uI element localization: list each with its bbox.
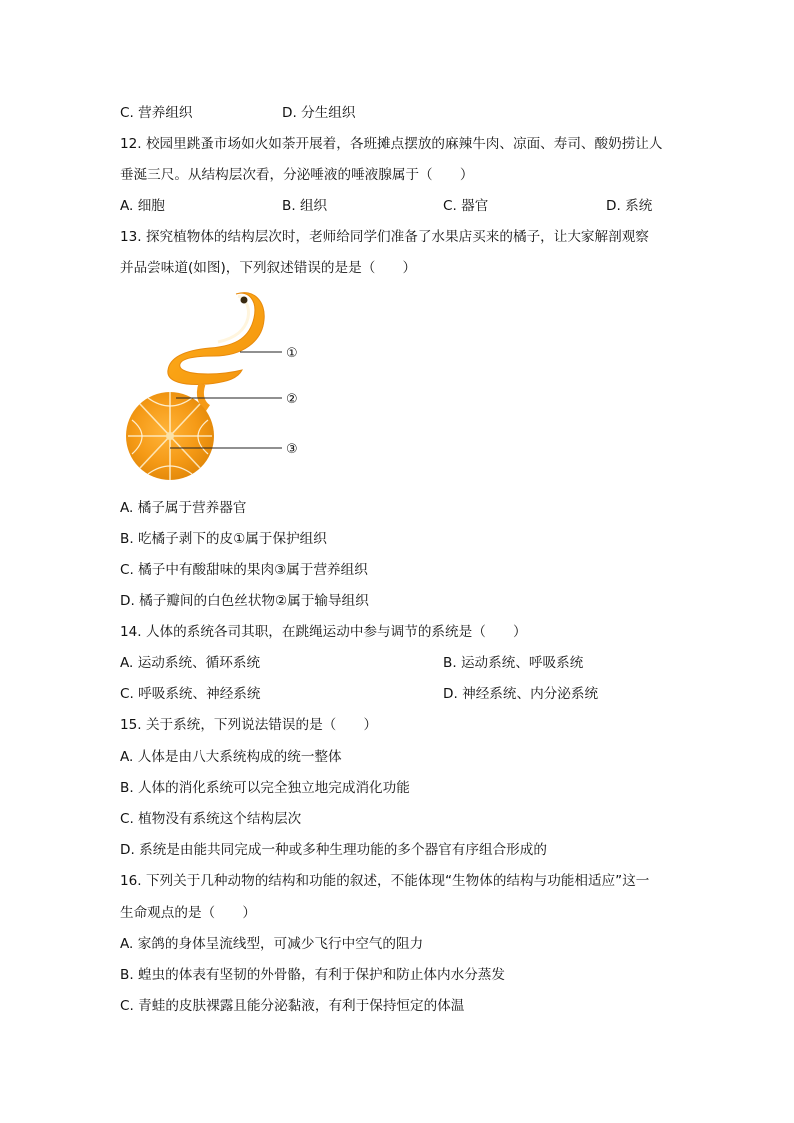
q13-option-c: C. 橘子中有酸甜味的果肉③属于营养组织	[120, 562, 368, 578]
q14-option-b: B. 运动系统、呼吸系统	[443, 655, 584, 671]
callout-label-1: ①	[286, 346, 298, 361]
q16-stem-line2: 生命观点的是（ ）	[120, 905, 256, 921]
q12-stem-line1: 12. 校园里跳蚤市场如火如荼开展着，各班摊点摆放的麻辣牛肉、凉面、寿司、酸奶捞让人	[120, 136, 663, 152]
q13-option-a: A. 橘子属于营养器官	[120, 500, 247, 516]
peeled-orange	[126, 392, 214, 480]
q16-option-b: B. 蝗虫的体表有坚韧的外骨骼，有利于保护和防止体内水分蒸发	[120, 967, 505, 983]
q16-option-c: C. 青蛙的皮肤裸露且能分泌黏液，有利于保持恒定的体温	[120, 998, 465, 1014]
q12-option-b: B. 组织	[282, 198, 328, 214]
q13-stem-line1: 13. 探究植物体的结构层次时，老师给同学们准备了水果店买来的橘子，让大家解剖观察	[120, 229, 649, 245]
q14-stem: 14. 人体的系统各司其职，在跳绳运动中参与调节的系统是（ ）	[120, 624, 527, 640]
peel-spiral	[168, 293, 264, 408]
q15-stem: 15. 关于系统，下列说法错误的是（ ）	[120, 717, 378, 733]
q16-stem-line1: 16. 下列关于几种动物的结构和功能的叙述，不能体现“生物体的结构与功能相适应”这一	[120, 873, 650, 889]
q15-option-c: C. 植物没有系统这个结构层次	[120, 811, 302, 827]
q12-option-c: C. 器官	[443, 198, 489, 214]
q14-option-a: A. 运动系统、循环系统	[120, 655, 261, 671]
q13-option-d: D. 橘子瓣间的白色丝状物②属于输导组织	[120, 593, 369, 609]
q12-option-a: A. 细胞	[120, 198, 165, 214]
q15-option-b: B. 人体的消化系统可以完全独立地完成消化功能	[120, 780, 410, 796]
callout-label-2: ②	[286, 392, 298, 407]
q15-option-a: A. 人体是由八大系统构成的统一整体	[120, 749, 342, 765]
q15-option-d: D. 系统是由能共同完成一种或多种生理功能的多个器官有序组合形成的	[120, 842, 547, 858]
q13-option-b: B. 吃橘子剥下的皮①属于保护组织	[120, 531, 327, 547]
q11-option-c: C. 营养组织	[120, 105, 193, 121]
q13-stem-line2: 并品尝味道(如图)，下列叙述错误的是是（ ）	[120, 260, 417, 276]
orange-figure	[118, 286, 308, 482]
q12-stem-line2: 垂涎三尺。从结构层次看，分泌唾液的唾液腺属于（ ）	[120, 167, 474, 183]
q14-option-d: D. 神经系统、内分泌系统	[443, 686, 599, 702]
callout-label-3: ③	[286, 442, 298, 457]
q12-option-d: D. 系统	[606, 198, 653, 214]
q16-option-a: A. 家鸽的身体呈流线型，可减少飞行中空气的阻力	[120, 936, 424, 952]
q14-option-c: C. 呼吸系统、神经系统	[120, 686, 261, 702]
q11-option-d: D. 分生组织	[282, 105, 356, 121]
